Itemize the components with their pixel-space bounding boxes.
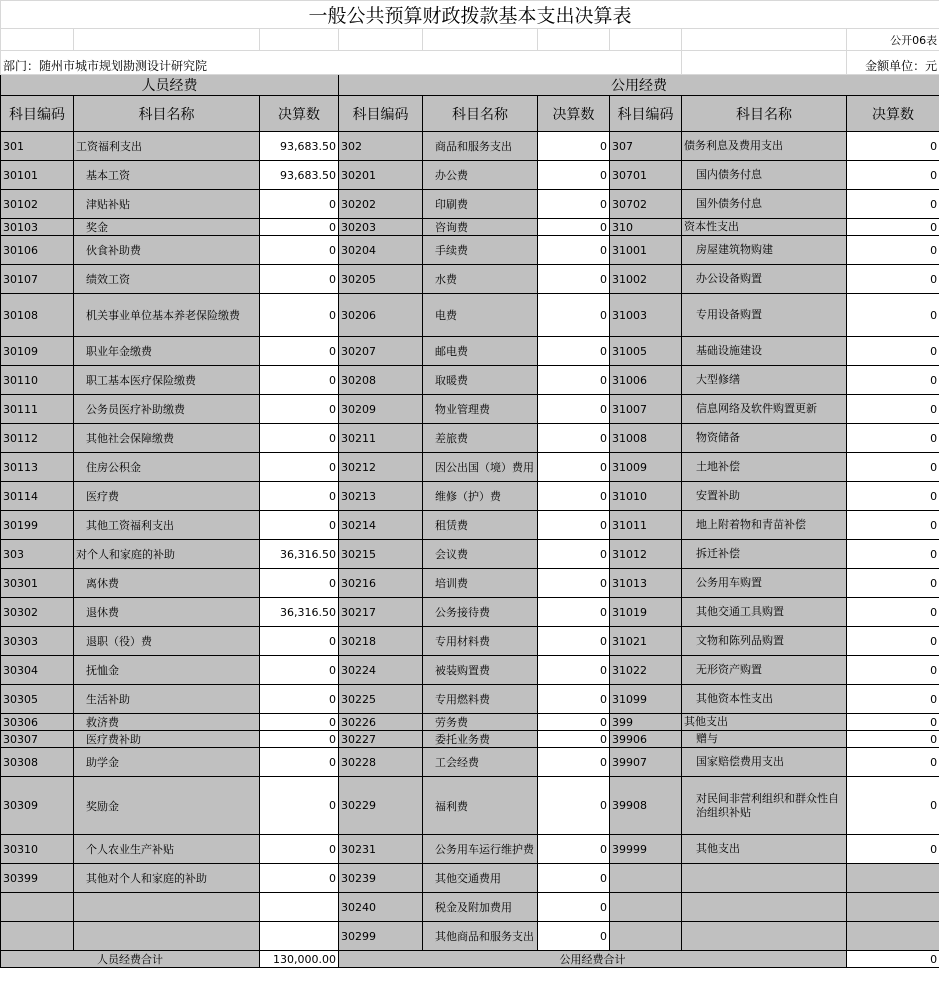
table-row (1, 864, 939, 893)
personnel-code: 303 (1, 540, 74, 569)
table-row (1, 219, 939, 236)
capital-amount (847, 922, 939, 951)
capital-name: 土地补偿 (682, 453, 847, 482)
table-row (1, 922, 939, 951)
capital-code: 31019 (610, 598, 682, 627)
total-public-value: 0 (847, 951, 939, 968)
goods-code: 30226 (339, 714, 423, 731)
goods-amount: 0 (538, 236, 610, 265)
capital-name: 其他资本性支出 (682, 685, 847, 714)
personnel-amount: 0 (260, 482, 339, 511)
goods-amount: 0 (538, 219, 610, 236)
goods-amount: 0 (538, 893, 610, 922)
capital-name: 资本性支出 (682, 219, 847, 236)
personnel-name: 绩效工资 (74, 265, 260, 294)
personnel-code: 30108 (1, 294, 74, 337)
capital-name: 公务用车购置 (682, 569, 847, 598)
department-label: 部门：随州市城市规划勘测设计研究院 (1, 51, 682, 75)
personnel-amount: 0 (260, 835, 339, 864)
personnel-amount: 0 (260, 265, 339, 294)
group-header-personnel: 人员经费 (1, 75, 339, 96)
goods-code: 30299 (339, 922, 423, 951)
capital-code: 31008 (610, 424, 682, 453)
goods-amount: 0 (538, 424, 610, 453)
personnel-code: 30109 (1, 337, 74, 366)
unit-label: 金额单位：元 (847, 51, 939, 75)
personnel-code (1, 922, 74, 951)
capital-code (610, 864, 682, 893)
personnel-name: 离休费 (74, 569, 260, 598)
goods-code: 30212 (339, 453, 423, 482)
personnel-name: 医疗费 (74, 482, 260, 511)
capital-code (610, 893, 682, 922)
capital-amount: 0 (847, 540, 939, 569)
capital-name: 对民间非营利组织和群众性自治组织补贴 (682, 777, 847, 835)
table-row (1, 777, 939, 835)
capital-code: 30701 (610, 161, 682, 190)
personnel-name: 退职（役）费 (74, 627, 260, 656)
goods-code: 30202 (339, 190, 423, 219)
table-row (1, 337, 939, 366)
goods-amount: 0 (538, 511, 610, 540)
goods-amount: 0 (538, 366, 610, 395)
goods-code: 30229 (339, 777, 423, 835)
personnel-amount: 36,316.50 (260, 598, 339, 627)
goods-name: 维修（护）费 (423, 482, 538, 511)
goods-amount: 0 (538, 627, 610, 656)
capital-name: 房屋建筑物购建 (682, 236, 847, 265)
capital-code: 39999 (610, 835, 682, 864)
total-personnel-label: 人员经费合计 (1, 951, 260, 968)
personnel-name: 伙食补助费 (74, 236, 260, 265)
goods-amount: 0 (538, 337, 610, 366)
personnel-code: 30199 (1, 511, 74, 540)
personnel-amount: 0 (260, 236, 339, 265)
goods-name: 其他交通费用 (423, 864, 538, 893)
table-row (1, 731, 939, 748)
table-row (1, 511, 939, 540)
capital-amount: 0 (847, 265, 939, 294)
goods-code: 30216 (339, 569, 423, 598)
personnel-name: 机关事业单位基本养老保险缴费 (74, 294, 260, 337)
goods-code: 30224 (339, 656, 423, 685)
capital-name: 大型修缮 (682, 366, 847, 395)
capital-amount: 0 (847, 731, 939, 748)
goods-name: 税金及附加费用 (423, 893, 538, 922)
goods-name: 公务用车运行维护费 (423, 835, 538, 864)
group-header-public: 公用经费 (339, 75, 939, 96)
goods-name: 公务接待费 (423, 598, 538, 627)
table-row (1, 190, 939, 219)
capital-amount: 0 (847, 453, 939, 482)
personnel-amount: 93,683.50 (260, 132, 339, 161)
goods-name: 印刷费 (423, 190, 538, 219)
goods-amount: 0 (538, 540, 610, 569)
goods-code: 30227 (339, 731, 423, 748)
personnel-name: 其他社会保障缴费 (74, 424, 260, 453)
goods-code: 30217 (339, 598, 423, 627)
table-row (1, 893, 939, 922)
personnel-amount: 36,316.50 (260, 540, 339, 569)
capital-name: 其他支出 (682, 714, 847, 731)
capital-code (610, 922, 682, 951)
personnel-amount: 0 (260, 219, 339, 236)
goods-name: 被装购置费 (423, 656, 538, 685)
personnel-name: 基本工资 (74, 161, 260, 190)
col-header-code: 科目编码 (339, 96, 423, 132)
goods-amount: 0 (538, 395, 610, 424)
personnel-code: 30309 (1, 777, 74, 835)
personnel-code: 30110 (1, 366, 74, 395)
table-row (1, 598, 939, 627)
capital-amount: 0 (847, 482, 939, 511)
capital-code: 31005 (610, 337, 682, 366)
personnel-name: 对个人和家庭的补助 (74, 540, 260, 569)
personnel-code: 30304 (1, 656, 74, 685)
personnel-amount: 0 (260, 294, 339, 337)
personnel-code: 30113 (1, 453, 74, 482)
goods-code: 30218 (339, 627, 423, 656)
personnel-amount: 0 (260, 714, 339, 731)
table-row (1, 424, 939, 453)
capital-amount: 0 (847, 777, 939, 835)
col-header-amount: 决算数 (538, 96, 610, 132)
goods-amount: 0 (538, 777, 610, 835)
goods-name: 培训费 (423, 569, 538, 598)
goods-name: 水费 (423, 265, 538, 294)
personnel-amount: 0 (260, 656, 339, 685)
personnel-code (1, 893, 74, 922)
goods-name: 因公出国（境）费用 (423, 453, 538, 482)
goods-name: 租赁费 (423, 511, 538, 540)
personnel-code: 30107 (1, 265, 74, 294)
capital-code: 31022 (610, 656, 682, 685)
capital-amount: 0 (847, 511, 939, 540)
goods-code: 30204 (339, 236, 423, 265)
personnel-code: 30302 (1, 598, 74, 627)
personnel-code: 30102 (1, 190, 74, 219)
table-row (1, 482, 939, 511)
goods-amount: 0 (538, 161, 610, 190)
personnel-code: 30301 (1, 569, 74, 598)
personnel-amount: 0 (260, 424, 339, 453)
capital-code: 307 (610, 132, 682, 161)
goods-name: 委托业务费 (423, 731, 538, 748)
goods-name: 咨询费 (423, 219, 538, 236)
goods-name: 其他商品和服务支出 (423, 922, 538, 951)
goods-amount: 0 (538, 748, 610, 777)
goods-name: 邮电费 (423, 337, 538, 366)
capital-code: 31010 (610, 482, 682, 511)
goods-amount: 0 (538, 453, 610, 482)
capital-name: 无形资产购置 (682, 656, 847, 685)
goods-code: 30231 (339, 835, 423, 864)
goods-amount: 0 (538, 482, 610, 511)
goods-amount: 0 (538, 598, 610, 627)
personnel-name: 奖金 (74, 219, 260, 236)
form-number: 公开06表 (847, 29, 939, 51)
personnel-code: 30306 (1, 714, 74, 731)
goods-code: 30240 (339, 893, 423, 922)
table-row (1, 685, 939, 714)
personnel-name (74, 893, 260, 922)
goods-code: 30205 (339, 265, 423, 294)
table-row (1, 395, 939, 424)
capital-code: 31009 (610, 453, 682, 482)
capital-name (682, 922, 847, 951)
capital-code: 31007 (610, 395, 682, 424)
goods-name: 工会经费 (423, 748, 538, 777)
goods-amount: 0 (538, 685, 610, 714)
personnel-amount: 0 (260, 395, 339, 424)
capital-name (682, 864, 847, 893)
personnel-amount: 93,683.50 (260, 161, 339, 190)
capital-code: 399 (610, 714, 682, 731)
goods-name: 商品和服务支出 (423, 132, 538, 161)
personnel-code: 30305 (1, 685, 74, 714)
table-row (1, 366, 939, 395)
personnel-name: 职工基本医疗保险缴费 (74, 366, 260, 395)
personnel-amount: 0 (260, 337, 339, 366)
goods-code: 302 (339, 132, 423, 161)
personnel-code: 301 (1, 132, 74, 161)
goods-amount: 0 (538, 864, 610, 893)
capital-amount: 0 (847, 132, 939, 161)
capital-code: 31099 (610, 685, 682, 714)
personnel-code: 30112 (1, 424, 74, 453)
capital-name (682, 893, 847, 922)
capital-amount: 0 (847, 748, 939, 777)
goods-amount: 0 (538, 714, 610, 731)
personnel-name: 职业年金缴费 (74, 337, 260, 366)
capital-code: 31001 (610, 236, 682, 265)
col-header-code: 科目编码 (610, 96, 682, 132)
col-header-name: 科目名称 (682, 96, 847, 132)
capital-name: 专用设备购置 (682, 294, 847, 337)
capital-name: 安置补助 (682, 482, 847, 511)
table-row (1, 132, 939, 161)
goods-name: 差旅费 (423, 424, 538, 453)
page-title: 一般公共预算财政拨款基本支出决算表 (1, 1, 939, 29)
goods-name: 电费 (423, 294, 538, 337)
capital-name: 信息网络及软件购置更新 (682, 395, 847, 424)
goods-code: 30203 (339, 219, 423, 236)
capital-name: 国外债务付息 (682, 190, 847, 219)
personnel-amount: 0 (260, 190, 339, 219)
personnel-amount (260, 922, 339, 951)
personnel-amount (260, 893, 339, 922)
capital-amount: 0 (847, 337, 939, 366)
capital-amount: 0 (847, 685, 939, 714)
goods-code: 30211 (339, 424, 423, 453)
table-row (1, 748, 939, 777)
personnel-name: 工资福利支出 (74, 132, 260, 161)
goods-amount: 0 (538, 132, 610, 161)
personnel-amount: 0 (260, 511, 339, 540)
personnel-name: 抚恤金 (74, 656, 260, 685)
goods-name: 福利费 (423, 777, 538, 835)
goods-name: 物业管理费 (423, 395, 538, 424)
goods-name: 手续费 (423, 236, 538, 265)
goods-code: 30228 (339, 748, 423, 777)
capital-code: 31013 (610, 569, 682, 598)
goods-amount: 0 (538, 731, 610, 748)
personnel-code: 30111 (1, 395, 74, 424)
capital-code: 39908 (610, 777, 682, 835)
capital-amount: 0 (847, 395, 939, 424)
goods-name: 专用燃料费 (423, 685, 538, 714)
col-header-amount: 决算数 (260, 96, 339, 132)
goods-amount: 0 (538, 835, 610, 864)
goods-name: 劳务费 (423, 714, 538, 731)
goods-amount: 0 (538, 922, 610, 951)
capital-amount (847, 893, 939, 922)
capital-amount: 0 (847, 424, 939, 453)
personnel-code: 30310 (1, 835, 74, 864)
personnel-name: 津贴补贴 (74, 190, 260, 219)
capital-amount: 0 (847, 366, 939, 395)
capital-code: 39906 (610, 731, 682, 748)
goods-code: 30206 (339, 294, 423, 337)
capital-name: 拆迁补偿 (682, 540, 847, 569)
goods-amount: 0 (538, 656, 610, 685)
personnel-name: 救济费 (74, 714, 260, 731)
capital-name: 文物和陈列品购置 (682, 627, 847, 656)
personnel-code: 30114 (1, 482, 74, 511)
personnel-code: 30308 (1, 748, 74, 777)
capital-amount: 0 (847, 236, 939, 265)
capital-code: 31002 (610, 265, 682, 294)
table-row (1, 714, 939, 731)
goods-amount: 0 (538, 569, 610, 598)
capital-name: 国家赔偿费用支出 (682, 748, 847, 777)
col-header-name: 科目名称 (423, 96, 538, 132)
goods-name: 会议费 (423, 540, 538, 569)
personnel-code: 30307 (1, 731, 74, 748)
goods-code: 30208 (339, 366, 423, 395)
personnel-name: 个人农业生产补贴 (74, 835, 260, 864)
personnel-name: 住房公积金 (74, 453, 260, 482)
personnel-code: 30101 (1, 161, 74, 190)
goods-code: 30201 (339, 161, 423, 190)
capital-name: 地上附着物和青苗补偿 (682, 511, 847, 540)
personnel-amount: 0 (260, 685, 339, 714)
capital-code: 310 (610, 219, 682, 236)
capital-name: 债务利息及费用支出 (682, 132, 847, 161)
capital-code: 39907 (610, 748, 682, 777)
capital-code: 31011 (610, 511, 682, 540)
goods-amount: 0 (538, 265, 610, 294)
table-row (1, 161, 939, 190)
capital-amount: 0 (847, 714, 939, 731)
capital-name: 基础设施建设 (682, 337, 847, 366)
capital-amount: 0 (847, 835, 939, 864)
personnel-amount: 0 (260, 864, 339, 893)
personnel-amount: 0 (260, 731, 339, 748)
total-personnel-value: 130,000.00 (260, 951, 339, 968)
capital-name: 国内债务付息 (682, 161, 847, 190)
capital-amount: 0 (847, 161, 939, 190)
table-row (1, 835, 939, 864)
personnel-code: 30103 (1, 219, 74, 236)
goods-name: 办公费 (423, 161, 538, 190)
col-header-amount: 决算数 (847, 96, 939, 132)
table-row (1, 627, 939, 656)
personnel-name: 奖励金 (74, 777, 260, 835)
personnel-code: 30303 (1, 627, 74, 656)
personnel-name (74, 922, 260, 951)
personnel-name: 其他工资福利支出 (74, 511, 260, 540)
capital-amount: 0 (847, 219, 939, 236)
capital-code: 31012 (610, 540, 682, 569)
table-row (1, 656, 939, 685)
goods-code: 30209 (339, 395, 423, 424)
personnel-amount: 0 (260, 569, 339, 598)
personnel-amount: 0 (260, 366, 339, 395)
table-row (1, 236, 939, 265)
personnel-name: 退休费 (74, 598, 260, 627)
capital-name: 赠与 (682, 731, 847, 748)
table-row (1, 265, 939, 294)
capital-code: 31006 (610, 366, 682, 395)
goods-code: 30213 (339, 482, 423, 511)
personnel-amount: 0 (260, 748, 339, 777)
personnel-amount: 0 (260, 453, 339, 482)
capital-name: 其他支出 (682, 835, 847, 864)
table-row (1, 453, 939, 482)
personnel-name: 公务员医疗补助缴费 (74, 395, 260, 424)
capital-amount: 0 (847, 294, 939, 337)
goods-code: 30239 (339, 864, 423, 893)
table-row (1, 294, 939, 337)
goods-name: 专用材料费 (423, 627, 538, 656)
personnel-code: 30399 (1, 864, 74, 893)
personnel-name: 医疗费补助 (74, 731, 260, 748)
capital-name: 其他交通工具购置 (682, 598, 847, 627)
capital-amount (847, 864, 939, 893)
goods-code: 30215 (339, 540, 423, 569)
capital-amount: 0 (847, 627, 939, 656)
personnel-amount: 0 (260, 627, 339, 656)
table-row (1, 540, 939, 569)
goods-code: 30214 (339, 511, 423, 540)
personnel-amount: 0 (260, 777, 339, 835)
goods-code: 30207 (339, 337, 423, 366)
personnel-name: 助学金 (74, 748, 260, 777)
personnel-code: 30106 (1, 236, 74, 265)
table-row (1, 569, 939, 598)
goods-code: 30225 (339, 685, 423, 714)
capital-amount: 0 (847, 598, 939, 627)
total-public-label: 公用经费合计 (339, 951, 847, 968)
goods-amount: 0 (538, 190, 610, 219)
capital-code: 30702 (610, 190, 682, 219)
col-header-code: 科目编码 (1, 96, 74, 132)
col-header-name: 科目名称 (74, 96, 260, 132)
capital-code: 31021 (610, 627, 682, 656)
capital-amount: 0 (847, 569, 939, 598)
capital-name: 办公设备购置 (682, 265, 847, 294)
personnel-name: 其他对个人和家庭的补助 (74, 864, 260, 893)
capital-amount: 0 (847, 190, 939, 219)
goods-amount: 0 (538, 294, 610, 337)
goods-name: 取暖费 (423, 366, 538, 395)
personnel-name: 生活补助 (74, 685, 260, 714)
capital-code: 31003 (610, 294, 682, 337)
capital-amount: 0 (847, 656, 939, 685)
capital-name: 物资储备 (682, 424, 847, 453)
